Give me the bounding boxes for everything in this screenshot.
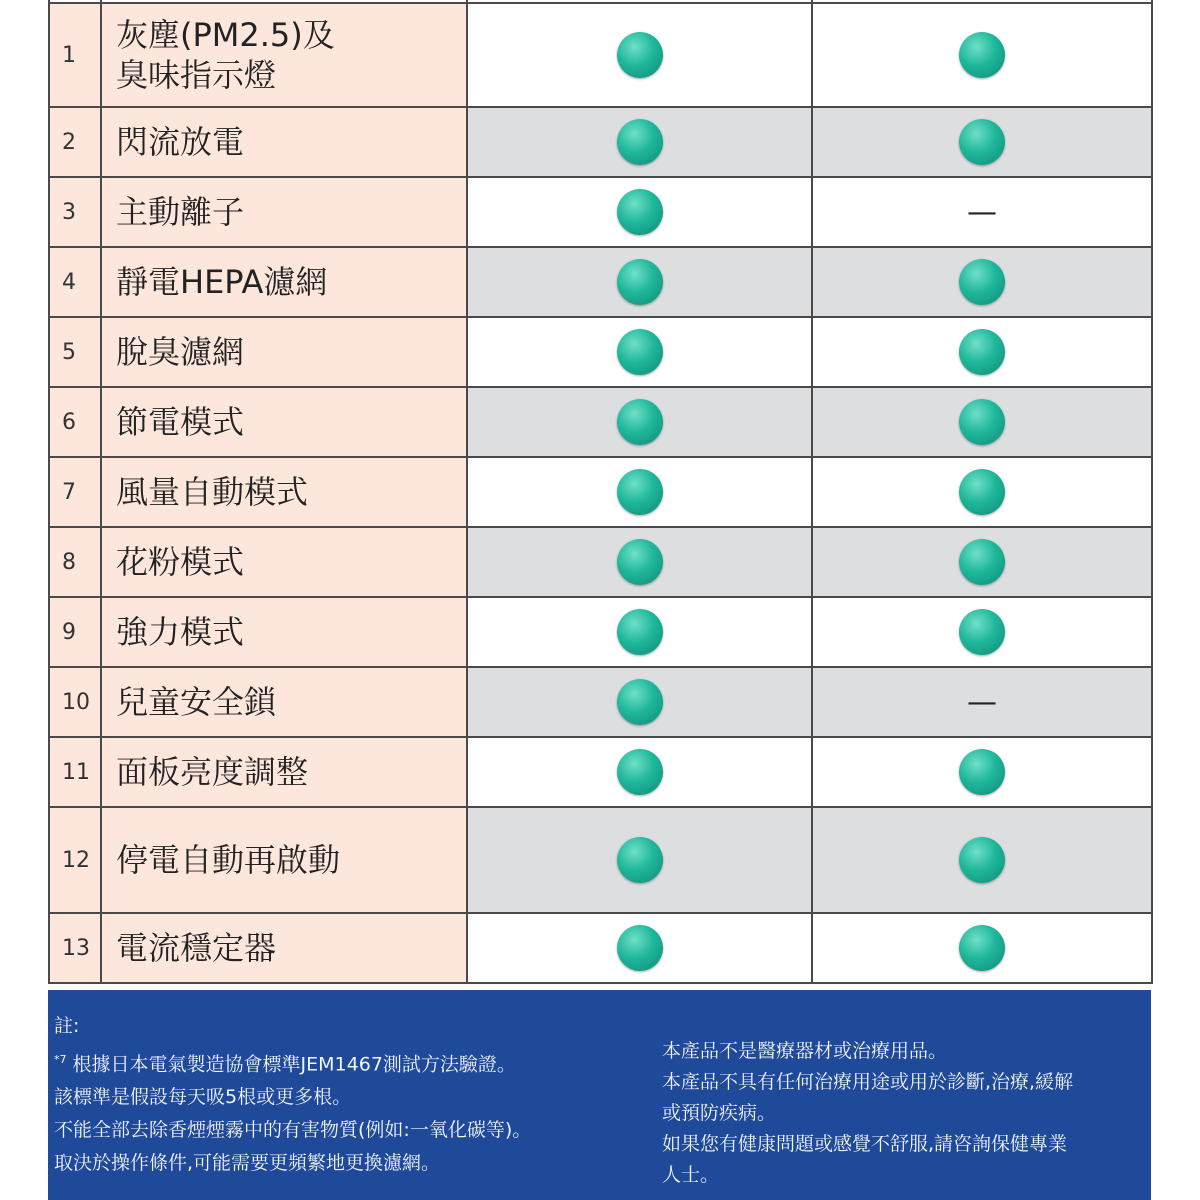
supported-dot-icon: [959, 925, 1005, 971]
supported-dot-icon: [617, 399, 663, 445]
table-row: [49, 107, 1152, 177]
notes-heading: 註:: [54, 1015, 80, 1037]
feature-name: [101, 177, 467, 247]
feature-name-line: 風量自動模式: [116, 473, 309, 511]
model-b-cell: [812, 913, 1152, 983]
table-row: [49, 457, 1152, 527]
table-row: [49, 247, 1152, 317]
notes-left: [54, 1010, 654, 1180]
model-b-cell: [812, 527, 1152, 597]
supported-dot-icon: [959, 329, 1005, 375]
feature-name-line: 主動離子: [116, 193, 245, 231]
table-row: [49, 177, 1152, 247]
feature-name-line: 灰塵(PM2.5)及: [116, 16, 335, 54]
supported-dot-icon: [959, 119, 1005, 165]
note-line: $^{*7}$ 根據日本電氣製造協會標準JEM1467測試方法驗證。: [54, 1053, 516, 1076]
row-number: 12: [49, 807, 101, 913]
model-b-cell: [812, 457, 1152, 527]
table-row: [49, 387, 1152, 457]
table-row: [49, 317, 1152, 387]
model-b-cell: [812, 107, 1152, 177]
feature-name-line: 節電模式: [116, 403, 245, 441]
feature-name: [101, 247, 467, 317]
feature-name-line: 停電自動再啟動: [116, 841, 341, 879]
feature-name-line: 閃流放電: [116, 123, 245, 161]
supported-dot-icon: [959, 609, 1005, 655]
table-row: [49, 527, 1152, 597]
note-line: 該標準是假設每天吸5根或更多根。: [54, 1086, 352, 1109]
model-a-cell: [467, 667, 812, 737]
feature-name-line: 兒童安全鎖: [116, 683, 277, 721]
model-a-cell: [467, 177, 812, 247]
feature-name-line: 強力模式: [116, 613, 245, 651]
model-b-cell: [812, 317, 1152, 387]
supported-dot-icon: [959, 32, 1005, 78]
model-b-cell: [812, 807, 1152, 913]
supported-dot-icon: [959, 837, 1005, 883]
feature-name: [101, 913, 467, 983]
feature-name: [101, 597, 467, 667]
feature-name-line: 面板亮度調整: [116, 753, 309, 791]
model-b-cell: [812, 737, 1152, 807]
model-a-cell: [467, 527, 812, 597]
model-a-cell: [467, 107, 812, 177]
supported-dot-icon: [959, 539, 1005, 585]
feature-name: [101, 317, 467, 387]
footnote-marker: *7: [54, 1053, 67, 1066]
model-a-cell: [467, 317, 812, 387]
row-number: 4: [49, 247, 101, 317]
note-line: 不能全部去除香煙煙霧中的有害物質(例如:一氧化碳等)。: [54, 1119, 532, 1142]
supported-dot-icon: [617, 119, 663, 165]
row-number: 6: [49, 387, 101, 457]
feature-name: [101, 107, 467, 177]
model-b-cell: [812, 3, 1152, 107]
model-a-cell: [467, 387, 812, 457]
model-a-cell: [467, 737, 812, 807]
supported-dot-icon: [617, 609, 663, 655]
row-number: 9: [49, 597, 101, 667]
model-b-cell: [812, 247, 1152, 317]
supported-dot-icon: [617, 539, 663, 585]
supported-dot-icon: [617, 329, 663, 375]
model-a-cell: [467, 247, 812, 317]
feature-name: [101, 457, 467, 527]
supported-dot-icon: [617, 679, 663, 725]
table-row: [49, 667, 1152, 737]
disclaimer-line: 如果您有健康問題或感覺不舒服,請咨詢保健專業: [662, 1133, 1068, 1155]
feature-name-line: 脫臭濾網: [116, 333, 245, 371]
model-a-cell: [467, 457, 812, 527]
row-number: 13: [49, 913, 101, 983]
row-number: 10: [49, 667, 101, 737]
supported-dot-icon: [959, 259, 1005, 305]
feature-name-line: 靜電HEPA濾網: [116, 263, 328, 301]
supported-dot-icon: [617, 837, 663, 883]
feature-name: [101, 737, 467, 807]
model-a-cell: [467, 3, 812, 107]
model-b-cell: [812, 667, 1152, 737]
row-number: 3: [49, 177, 101, 247]
row-number: 8: [49, 527, 101, 597]
supported-dot-icon: [617, 749, 663, 795]
feature-name: [101, 527, 467, 597]
supported-dot-icon: [617, 32, 663, 78]
table-row: [49, 3, 1152, 107]
supported-dot-icon: [959, 399, 1005, 445]
row-number: 1: [49, 3, 101, 107]
supported-dot-icon: [617, 469, 663, 515]
notes-panel: [48, 990, 1151, 1200]
model-a-cell: [467, 597, 812, 667]
row-number: 7: [49, 457, 101, 527]
table-row: [49, 737, 1152, 807]
disclaimer-line: 本產品不是醫療器材或治療用品。: [662, 1040, 948, 1062]
supported-dot-icon: [617, 259, 663, 305]
feature-name-line: 臭味指示燈: [116, 56, 277, 94]
model-b-cell: [812, 177, 1152, 247]
feature-name: [101, 807, 467, 913]
disclaimer-line: 或預防疾病。: [662, 1102, 777, 1124]
model-b-cell: [812, 597, 1152, 667]
disclaimer-line: 本產品不具有任何治療用途或用於診斷,治療,緩解: [662, 1071, 1074, 1093]
table-row: [49, 913, 1152, 983]
table-row: [49, 597, 1152, 667]
supported-dot-icon: [617, 925, 663, 971]
not-supported-dash: —: [967, 194, 997, 230]
supported-dot-icon: [959, 749, 1005, 795]
disclaimer-line: 人士。: [662, 1164, 720, 1186]
model-a-cell: [467, 807, 812, 913]
supported-dot-icon: [617, 189, 663, 235]
spec-sheet: [48, 0, 1151, 1200]
note-line: 取決於操作條件,可能需要更頻繁地更換濾網。: [54, 1152, 441, 1175]
not-supported-dash: —: [967, 684, 997, 720]
feature-name: [101, 667, 467, 737]
row-number: 2: [49, 107, 101, 177]
feature-name-line: 電流穩定器: [116, 929, 277, 967]
supported-dot-icon: [959, 469, 1005, 515]
row-number: 11: [49, 737, 101, 807]
feature-name: [101, 3, 467, 107]
feature-name-line: 花粉模式: [116, 543, 245, 581]
model-a-cell: [467, 913, 812, 983]
model-b-cell: [812, 387, 1152, 457]
table-row: [49, 807, 1152, 913]
row-number: 5: [49, 317, 101, 387]
feature-name: [101, 387, 467, 457]
notes-right: [662, 1036, 1152, 1191]
feature-comparison-table: [48, 0, 1153, 984]
